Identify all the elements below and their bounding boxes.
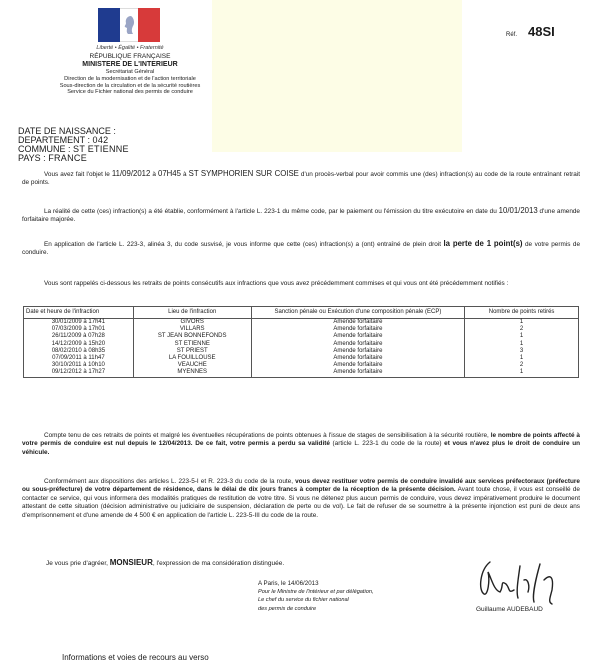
offence-place: ST SYMPHORIEN SUR COISE [188, 169, 299, 178]
admin-line: Sous-direction de la circulation et de la sécurité routières [59, 82, 201, 89]
republic-header [40, 53, 220, 69]
place-date: A Paris, le 14/06/2013 [258, 580, 319, 587]
table-header-row [24, 307, 579, 319]
infractions-table [23, 306, 579, 378]
reference-label: Réf. [506, 32, 518, 38]
offence-time: 07H45 [158, 169, 181, 178]
handwritten-signature [470, 550, 590, 610]
birth-date-label: DATE DE NAISSANCE : [18, 126, 116, 136]
admin-line: Secrétariat Général [105, 69, 155, 75]
signature-block [258, 580, 374, 613]
ministry-name: MINISTERE DE L'INTERIEUR [82, 61, 178, 68]
paragraph-previous: Vous sont rappelés ci-dessous les retraits de points consécutifs aux infractions que vous avez précédemment commises et qui vous ont été précédemment notifiés : [44, 280, 509, 287]
paragraph-offence: Vous avez fait l'objet le 11/09/2012 à 07H45 à ST SYMPHORIEN SUR COISE d'un procès-verbal pour avoir commis une (des) infraction(s) au code de la route entraînant retrait de points. [22, 169, 581, 187]
table-row: 08/02/2010 à 08h35 ST PRIEST Amende forfaitaire 3 [24, 348, 579, 355]
restitution-statement: vous devez restituer votre permis de conduire invalidé aux services préfectoraux (préfecture ou sous-préfecture) de votre département de résidence, dans le délai de dix jours francs à compter de la réception de la présente décision. [22, 478, 580, 494]
signatory-name: Guillaume AUDEBAUD [476, 606, 543, 613]
paragraph-invalid-license: Compte tenu de ces retraits de points et malgré les éventuelles récupérations de points obtenues à l'issue de stages de sensibilisation à la sécurité routière, le nombre de points affecté à votre permis de conduire est nul depuis le 12/04/2013. De ce fait, votre permis a perdu sa validité (article L. 223-1 du code de la route) et vous n'avez plus le droit de conduire un véhicule. [22, 432, 581, 456]
verso-notice: Informations et voies de recours au verso [62, 653, 209, 662]
table-row: 30/10/2011 à 10h10 VEAUCHE Amende forfaitaire 2 [24, 362, 579, 369]
table-row: 26/11/2009 à 07h28 ST JEAN BONNEFONDS Amende forfaitaire 1 [24, 333, 579, 340]
delegation-line: Le chef du service du fichier national [258, 597, 349, 603]
delegation-line: des permis de conduire [258, 605, 317, 612]
reference-number: 48SI [528, 24, 555, 39]
admin-line: Service du Fichier national des permis de conduire [67, 89, 193, 96]
no-driving-statement: et vous n'avez plus le droit de conduire un véhicule. [22, 440, 581, 456]
zero-points-statement: le nombre de points affecté à votre permis de conduire est nul depuis le 12/04/2013. De ce fait, votre permis a perdu sa validité [22, 432, 580, 448]
commune-value: ST ETIENNE [73, 144, 129, 154]
column-header: Sanction pénale ou Exécution d'une composition pénale (ECP) [251, 307, 465, 319]
offence-date: 11/09/2012 [111, 169, 151, 178]
closing-formula: Je vous prie d'agréer, MONSIEUR, l'expression de ma considération distinguée. [46, 558, 285, 567]
admin-line: Direction de la modernisation et de l'action territoriale [64, 75, 196, 82]
paragraph-established: La réalité de cette (ces) infraction(s) a été établie, conformément à l'article L. 223-1 du même code, par le paiement ou l'émission du titre exécutoire en date du 10/01/2013 d'une amende forfaitaire majorée. [22, 206, 580, 224]
country-label: PAYS : [18, 153, 46, 163]
paragraph-restitution: Conformément aux dispositions des articles L. 223-5-I et R. 223-3 du code de la route, vous devez restituer votre permis de conduire invalidé aux services préfectoraux (préfecture ou sous-préfecture) de votre département de résidence, dans le délai de dix jours francs à compter de la réception de la présente décision. Avant toute chose, il vous est conseillé de contacter ce service, qui vous informera des modalités pratiques de restitution de votre titre. Si vous ne détenez plus aucun permis de conduire, vous devez impérativement produire le document attestant de cette situation (décision administrative ou judiciaire de suspension, déclaration de perte ou de vol). Le fait de refuser de se soumettre à la présente injonction est puni de deux ans d'emprisonnement et d'une amende de 4 500 € en application de l'article L. 223-5-III du code de la route. [22, 478, 580, 519]
paragraph-point-loss: En application de l'article L. 223-3, alinéa 3, du code susvisé, je vous informe que cette (ces) infraction(s) a (ont) entraîné de plein droit la perte de 1 point(s) de votre permis de conduire. [22, 239, 581, 257]
country-value: FRANCE [48, 153, 88, 163]
table-row: 07/09/2011 à 11h47 LA FOUILLOUSE Amende forfaitaire 1 [24, 355, 579, 362]
salutation-name: MONSIEUR [109, 558, 153, 567]
column-header: Date et heure de l'infraction [24, 307, 134, 319]
point-loss-text: la perte de 1 point(s) [443, 239, 523, 248]
table-row: 07/03/2009 à 17h01 VILLARS Amende forfaitaire 2 [24, 326, 579, 333]
column-header: Lieu de l'infraction [133, 307, 251, 319]
column-header: Nombre de points retirés [465, 307, 579, 319]
country-row [18, 154, 129, 163]
republic-name: RÉPUBLIQUE FRANÇAISE [89, 53, 171, 60]
republic-motto: Liberté • Égalité • Fraternité [96, 45, 164, 51]
title-date: 10/01/2013 [498, 206, 538, 215]
marianne-logo [98, 8, 160, 42]
department-value: 042 [92, 135, 109, 145]
commune-label: COMMUNE : [18, 144, 71, 154]
table-row: 09/12/2012 à 17h27 MYENNES Amende forfaitaire 1 [24, 369, 579, 377]
redacted-address-area [212, 0, 462, 152]
marianne-profile-icon [121, 14, 137, 36]
department-label: DEPARTEMENT : [18, 135, 91, 145]
table-row: 14/12/2009 à 15h20 ST ETIENNE Amende forfaitaire 1 [24, 341, 579, 348]
identity-block [18, 127, 129, 163]
table-row: 30/01/2009 à 17h41 GIVORS Amende forfaitaire 1 [24, 319, 579, 327]
delegation-line: Pour le Ministre de l'intérieur et par délégation, [258, 588, 374, 595]
